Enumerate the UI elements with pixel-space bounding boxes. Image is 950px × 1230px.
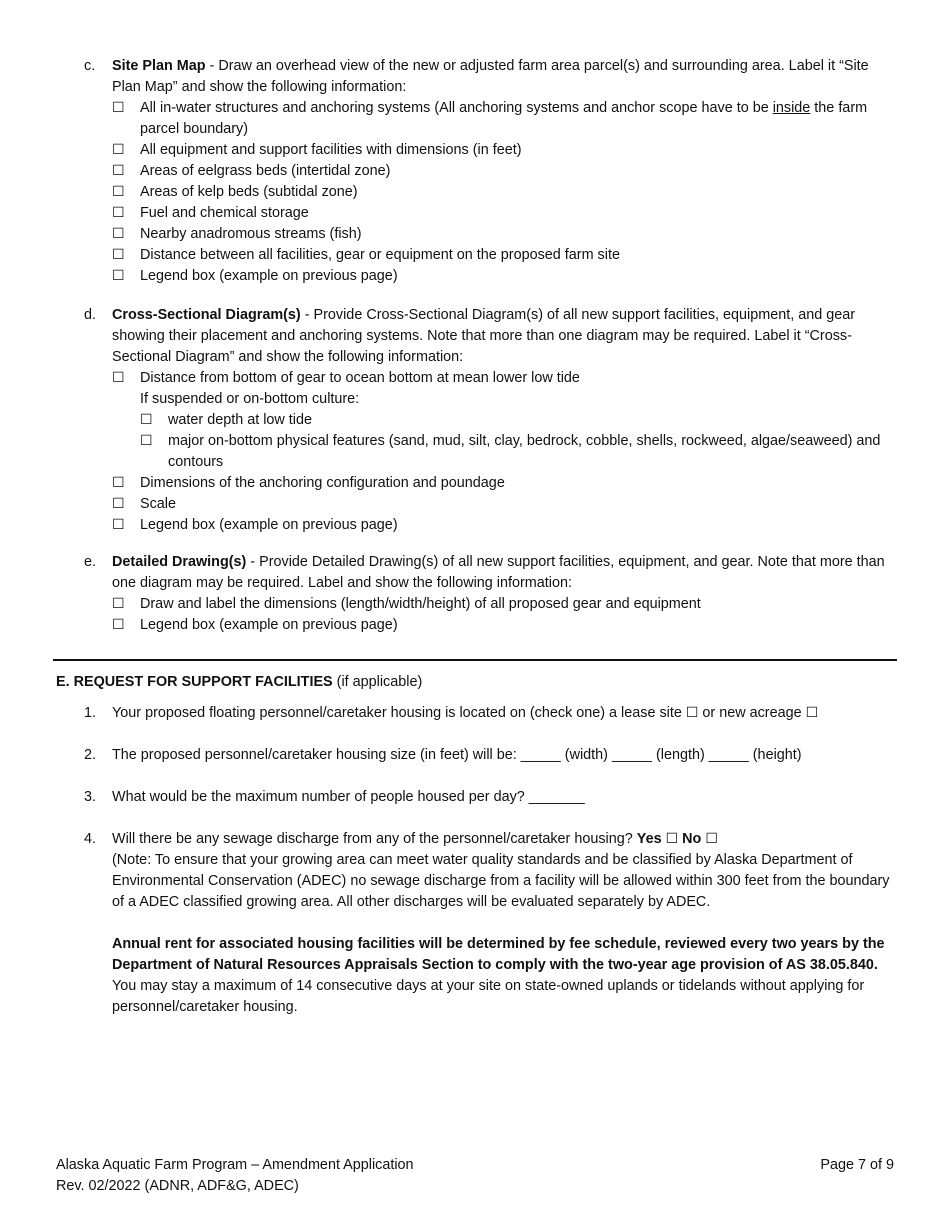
section-c-intro: Site Plan Map - Draw an overhead view of the new or adjusted farm area parcel(s) and surrounding area. Label it “Site Plan Map” and show the following information: [112, 58, 869, 95]
checkbox[interactable]: ☐ [112, 370, 125, 386]
checkbox[interactable]: ☐ [112, 475, 125, 491]
rent-notice: Annual rent for associated housing facilities will be determined by fee schedule, reviewed every two years by the Department of Natural Resources Appraisals Section to comply with the two-year age provision of AS 38.05.840. You may stay a maximum of 14 consecutive days at your site on state-owned uplands or tidelands without applying for personnel/caretaker housing. [112, 936, 885, 1015]
checkbox[interactable]: ☐ [112, 596, 125, 612]
section-c-site-plan-map [84, 56, 896, 287]
checklist-item: ☐ Legend box (example on previous page) [112, 515, 896, 536]
page-number: Page 7 of 9 [820, 1157, 894, 1173]
checkbox[interactable]: ☐ [112, 163, 125, 179]
list-marker: e. [84, 554, 97, 570]
checklist-item: ☐ All equipment and support facilities with dimensions (in feet) [112, 140, 896, 161]
section-d-cross-sectional [84, 305, 896, 536]
checkbox[interactable]: ☐ [112, 142, 125, 158]
footer-revision: Rev. 02/2022 (ADNR, ADF&G, ADEC) [56, 1178, 299, 1194]
section-e-detailed-drawings [84, 552, 896, 636]
checklist-item: ☐ Distance between all facilities, gear or equipment on the proposed farm site [112, 245, 896, 266]
sewage-note: (Note: To ensure that your growing area can meet water quality standards and be classified by Alaska Department of Environmental Conservation (ADEC) no sewage discharge from a facility will be allowed within 300 feet from the boundary of a ADEC classified growing area. All other discharges will be evaluated separately by ADEC. [112, 852, 890, 910]
checkbox[interactable]: ☐ [112, 184, 125, 200]
checklist-item: ☐ Legend box (example on previous page) [112, 615, 896, 636]
section-e-intro: Detailed Drawing(s) - Provide Detailed Drawing(s) of all new support facilities, equipment, and gear. Note that more than one diagram may be required. Label and show the following information: [112, 554, 885, 591]
checklist-sub-item: ☐ major on-bottom physical features (sand, mud, silt, clay, bedrock, cobble, shells, rockweed, algae/seaweed) and contours [140, 433, 881, 470]
checkbox[interactable]: ☐ [112, 496, 125, 512]
section-divider [53, 659, 897, 661]
checklist-item: ☐ Areas of kelp beds (subtidal zone) [112, 182, 896, 203]
checkbox[interactable]: ☐ [112, 617, 125, 633]
checkbox[interactable]: ☐ [112, 100, 125, 116]
checklist-item: ☐ Draw and label the dimensions (length/width/height) of all proposed gear and equipment [112, 594, 896, 615]
footer-left [56, 1155, 414, 1197]
checkbox[interactable]: ☐ [112, 226, 125, 242]
checklist-item: ☐ Nearby anadromous streams (fish) [112, 224, 896, 245]
question-4: 4. Will there be any sewage discharge from any of the personnel/caretaker housing? Yes ☐ No ☐ (Note: To ensure that your growing area can meet water quality standards and be classified by Alaska Department of Environmental Conservation (ADEC) no sewage discharge from a facility will be allowed within 300 feet from the boundary of a ADEC classified growing area. All other discharges will be evaluated separately by ADEC. Annual rent for associated housing facilities will be determined by fee schedule, reviewed every two years by the Department of Natural Resources Appraisals Section to comply with the two-year age provision of AS 38.05.840. You may stay a maximum of 14 consecutive days at your site on state-owned uplands or tidelands without applying for personnel/caretaker housing. [84, 829, 896, 1018]
sewage-no-checkbox[interactable]: ☐ [705, 831, 718, 847]
housing-size-field[interactable]: The proposed personnel/caretaker housing size (in feet) will be: _____ (width) _____ (length) _____ (height) [112, 747, 802, 763]
checkbox[interactable]: ☐ [140, 433, 153, 449]
max-people-field[interactable]: What would be the maximum number of people housed per day? _______ [112, 789, 585, 805]
section-e-title: Detailed Drawing(s) [112, 554, 247, 570]
section-c-title: Site Plan Map [112, 58, 206, 74]
new-acreage-checkbox[interactable]: ☐ [805, 705, 819, 721]
question-3: 3. What would be the maximum number of people housed per day? _______ [84, 787, 896, 808]
checkbox[interactable]: ☐ [112, 247, 125, 263]
checkbox[interactable]: ☐ [112, 268, 125, 284]
checklist-sub-item: ☐ water depth at low tide [140, 410, 896, 431]
checkbox[interactable]: ☐ [112, 517, 125, 533]
question-1: 1. Your proposed floating personnel/caretaker housing is located on (check one) a lease site ☐ or new acreage ☐ [84, 703, 896, 724]
section-E-heading: E. REQUEST FOR SUPPORT FACILITIES (if applicable) [56, 674, 423, 690]
checklist-item: ☐ Areas of eelgrass beds (intertidal zone) [112, 161, 896, 182]
list-marker: c. [84, 58, 96, 74]
lease-site-checkbox[interactable]: ☐ [685, 705, 699, 721]
question-2: 2. The proposed personnel/caretaker housing size (in feet) will be: _____ (width) _____ (length) _____ (height) [84, 745, 896, 766]
section-d-title: Cross-Sectional Diagram(s) [112, 307, 301, 323]
checklist-item: ☐ Distance from bottom of gear to ocean bottom at mean lower low tide [112, 368, 896, 389]
checklist-item: ☐ Scale [112, 494, 896, 515]
checklist-item: ☐ Fuel and chemical storage [112, 203, 896, 224]
checkbox[interactable]: ☐ [112, 205, 125, 221]
sewage-question: Will there be any sewage discharge from any of the personnel/caretaker housing? Yes ☐ No ☐ [112, 829, 896, 850]
sewage-yes-checkbox[interactable]: ☐ [665, 831, 679, 847]
checkbox[interactable]: ☐ [140, 412, 153, 428]
suspended-note: If suspended or on-bottom culture: [140, 391, 360, 407]
section-d-intro: Cross-Sectional Diagram(s) - Provide Cross-Sectional Diagram(s) of all new support facilities, equipment, and gear showing their placement and anchoring systems. Note that more than one diagram may be required. Label it “Cross-Sectional Diagram” and show the following information: [112, 307, 856, 365]
checklist-item: ☐ Legend box (example on previous page) [112, 266, 896, 287]
footer-title: Alaska Aquatic Farm Program – Amendment Application [56, 1157, 414, 1173]
list-marker: d. [84, 307, 97, 323]
checklist-item: ☐ All in-water structures and anchoring systems (All anchoring systems and anchor scope have to be inside the farm parcel boundary) [112, 100, 868, 137]
checklist-item: ☐ Dimensions of the anchoring configuration and poundage [112, 473, 896, 494]
